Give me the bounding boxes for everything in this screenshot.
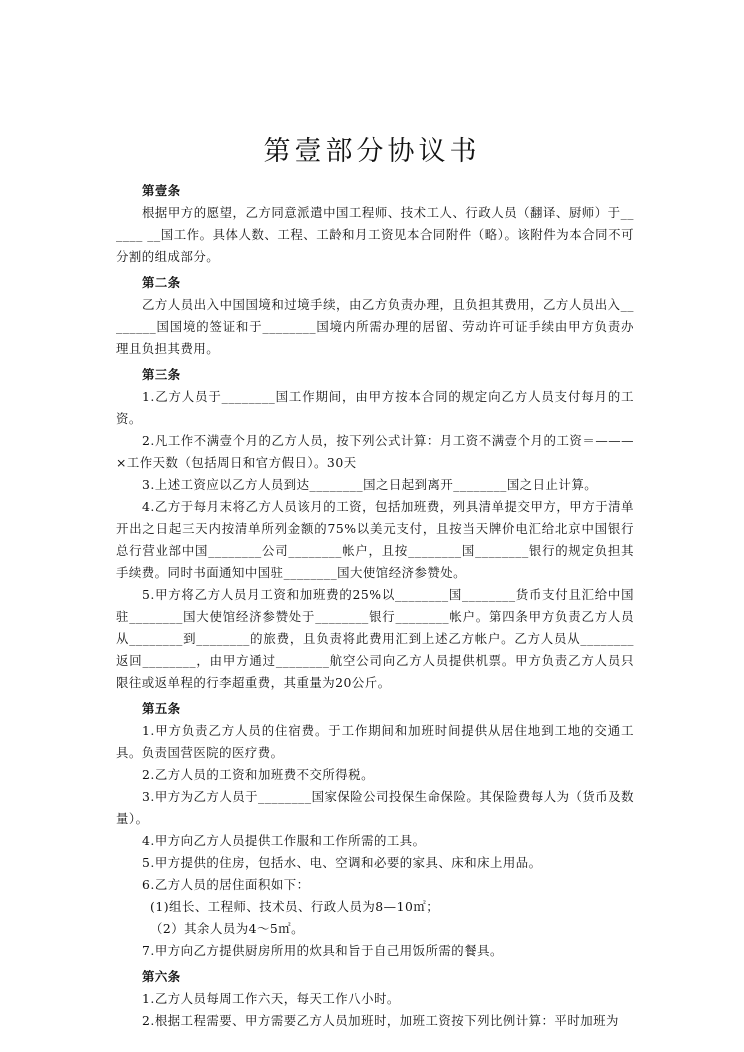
article-5-item-6-sub-1: (1)组长、工程师、技术员、行政人员为8—10㎡； [150, 899, 440, 914]
article-5-item-6-sub-2: （2）其余人员为4～5㎡。 [150, 921, 305, 936]
article-3-item-2: 2.凡工作不满壹个月的乙方人员，按下列公式计算：月工资不满壹个月的工资＝———×工作天数（包括周日和官方假日）。30天 [116, 433, 634, 470]
article-1-heading: 第壹条 [142, 183, 181, 198]
article-3-heading: 第三条 [142, 367, 181, 382]
article-5-item-7: 7.甲方向乙方提供厨房所用的炊具和旨于自己用饭所需的餐具。 [142, 943, 503, 958]
article-2-heading: 第二条 [142, 275, 181, 290]
article-2-paragraph: 乙方人员出入中国国境和过境手续，由乙方负责办理，且负担其费用，乙方人员出入________国国境的签证和于________国境内所需办理的居留、劳动许可证手续由甲方负责办理且负担其费用。 [116, 297, 634, 356]
article-6-item-1: 1.乙方人员每周工作六天，每天工作八小时。 [142, 991, 400, 1006]
article-3-item-4: 4.乙方于每月末将乙方人员该月的工资，包括加班费，列具清单提交甲方，甲方于清单开出之日起三天内按清单所列金额的75%以美元支付，且按当天牌价电汇给北京中国银行总行营业部中国________公司________帐户，且按________国________银行的规定负担其手续费。同时书面通知中国驻________国大使馆经济参赞处。 [116, 499, 634, 580]
article-3-item-3: 3.上述工资应以乙方人员到达________国之日起到离开________国之日止计算。 [142, 477, 598, 492]
article-5-item-3: 3.甲方为乙方人员于________国家保险公司投保生命保险。其保险费每人为（货币及数量）。 [116, 789, 634, 826]
article-6-heading: 第六条 [142, 969, 181, 984]
article-5-item-2: 2.乙方人员的工资和加班费不交所得税。 [142, 767, 374, 782]
article-5-item-4: 4.甲方向乙方人员提供工作服和工作所需的工具。 [142, 833, 426, 848]
article-3-item-5: 5.甲方将乙方人员月工资和加班费的25%以________国________货币支付且汇给中国驻________国大使馆经济参赞处于________银行________帐户。第四条甲方负责乙方人员从________到________的旅费，且负责将此费用汇到上述乙方帐户。乙方人员从________返回________，由甲方通过________航空公司向乙方人员提供机票。甲方负责乙方人员只限往或返单程的行李超重费，其重量为20公斤。 [116, 587, 634, 690]
document-body [116, 180, 634, 1032]
article-3-item-1: 1.乙方人员于________国工作期间，由甲方按本合同的规定向乙方人员支付每月的工资。 [116, 389, 634, 426]
document-title: 第壹部分协议书 [263, 136, 481, 167]
article-5-heading: 第五条 [142, 701, 181, 716]
article-1-paragraph: 根据甲方的愿望，乙方同意派遣中国工程师、技术工人、行政人员（翻译、厨师）于______ __国工作。具体人数、工程、工龄和月工资见本合同附件（略）。该附件为本合同不可分割的组成部分。 [116, 205, 634, 264]
article-5-item-5: 5.甲方提供的住房，包括水、电、空调和必要的家具、床和床上用品。 [142, 855, 542, 870]
article-6-item-2: 2.根据工程需要、甲方需要乙方人员加班时，加班工资按下列比例计算：平时加班为 [142, 1013, 619, 1028]
article-5-item-6: 6.乙方人员的居住面积如下： [142, 877, 310, 892]
article-5-item-1: 1.甲方负责乙方人员的住宿费。于工作期间和加班时间提供从居住地到工地的交通工具。负责国营医院的医疗费。 [116, 723, 634, 760]
